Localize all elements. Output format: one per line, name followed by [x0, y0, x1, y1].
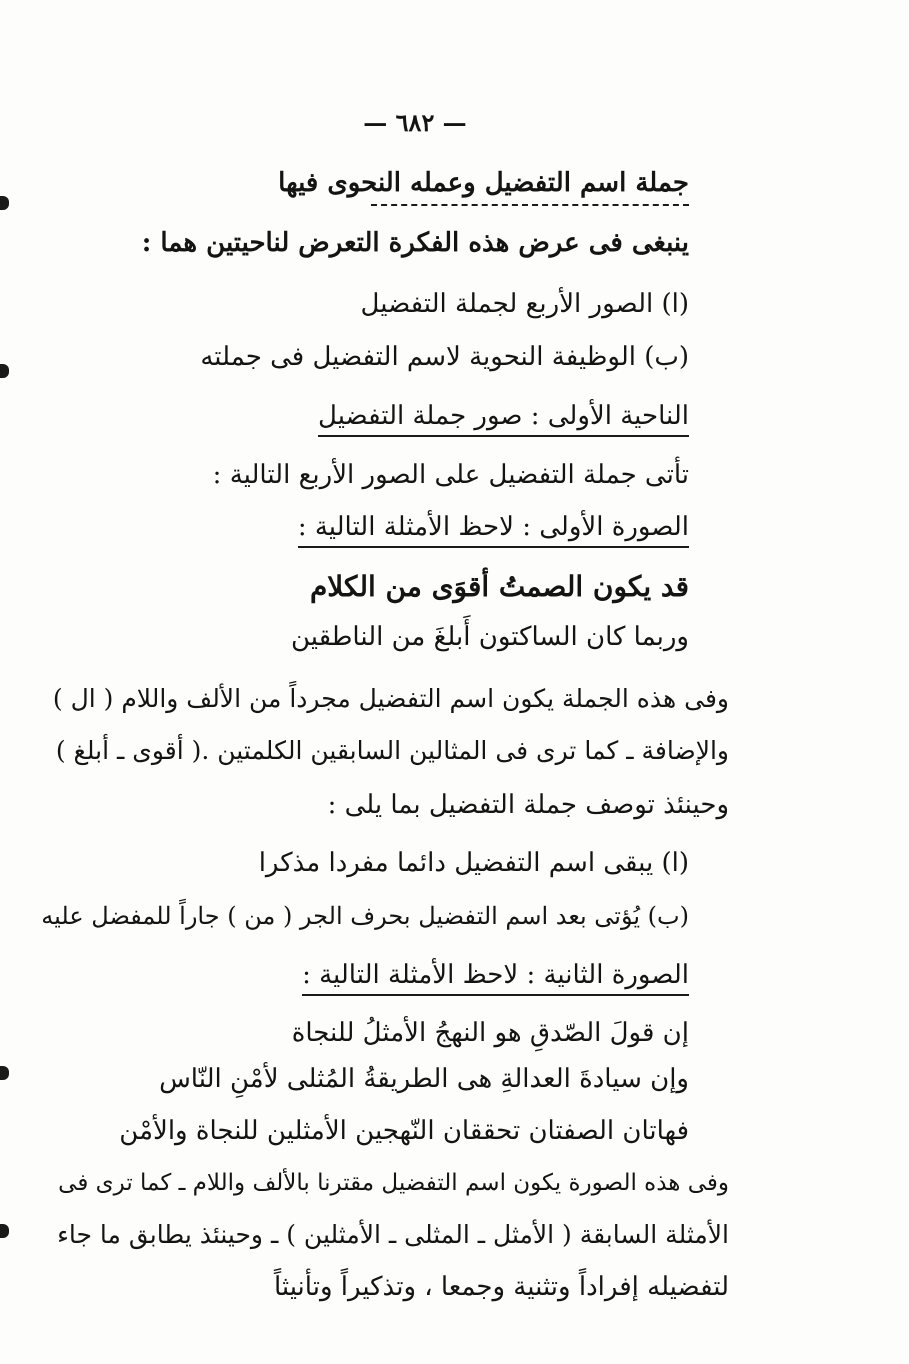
page-heading: جملة اسم التفضيل وعمله النحوى فيها	[371, 170, 689, 206]
example-sentence: إن قولَ الصّدقِ هو النهجُ الأمثلُ للنجاة	[291, 1018, 689, 1048]
explanation-line: الأمثلة السابقة ( الأمثل ـ المثلى ـ الأمثلين ) ـ وحينئذ يطابق ما جاء	[57, 1220, 729, 1249]
rule-item: (ا) يبقى اسم التفضيل دائما مفردا مذكرا	[258, 848, 689, 878]
example-sentence: قد يكون الصمتُ أقوَى من الكلام	[309, 570, 689, 603]
point-item: (ب) الوظيفة النحوية لاسم التفضيل فى جملته	[200, 342, 689, 372]
explanation-line: وحينئذ توصف جملة التفضيل بما يلى :	[327, 790, 729, 820]
point-item: (ا) الصور الأربع لجملة التفضيل	[360, 289, 689, 319]
form-title: الصورة الأولى : لاحظ الأمثلة التالية :	[298, 514, 689, 548]
page-number: — ٦٨٢ —	[363, 108, 467, 137]
section-intro: تأتى جملة التفضيل على الصور الأربع التالية :	[212, 460, 689, 490]
example-sentence: وربما كان الساكتون أَبلغَ من الناطقين	[290, 622, 689, 652]
example-sentence: فهاتان الصفتان تحققان النّهجين الأمثلين للنجاة والأمْن	[119, 1116, 689, 1146]
form-title: الصورة الثانية : لاحظ الأمثلة التالية :	[302, 962, 689, 996]
margin-mark	[0, 364, 9, 378]
explanation-line: وفى هذه الصورة يكون اسم التفضيل مقترنا بالألف واللام ـ كما ترى فى	[58, 1170, 729, 1196]
margin-mark	[0, 1224, 9, 1238]
rule-item: (ب) يُؤتى بعد اسم التفضيل بحرف الجر ( من ) جاراً للمفضل عليه	[41, 902, 689, 930]
section-title: الناحية الأولى : صور جملة التفضيل	[318, 403, 689, 437]
explanation-line: وفى هذه الجملة يكون اسم التفضيل مجرداً من الألف واللام ( ال )	[52, 684, 729, 713]
example-sentence: وإن سيادةَ العدالةِ هى الطريقةُ المُثلى لأمْنِ النّاس	[159, 1064, 689, 1094]
explanation-line: لتفضيله إفراداً وتثنية وجمعا ، وتذكيراً وتأنيثاً	[273, 1272, 729, 1302]
margin-mark	[0, 196, 9, 210]
margin-mark	[0, 1066, 9, 1080]
intro-text: ينبغى فى عرض هذه الفكرة التعرض لناحيتين هما :	[141, 228, 689, 258]
explanation-line: والإضافة ـ كما ترى فى المثالين السابقين الكلمتين .( أقوى ـ أبلغ )	[55, 736, 729, 765]
